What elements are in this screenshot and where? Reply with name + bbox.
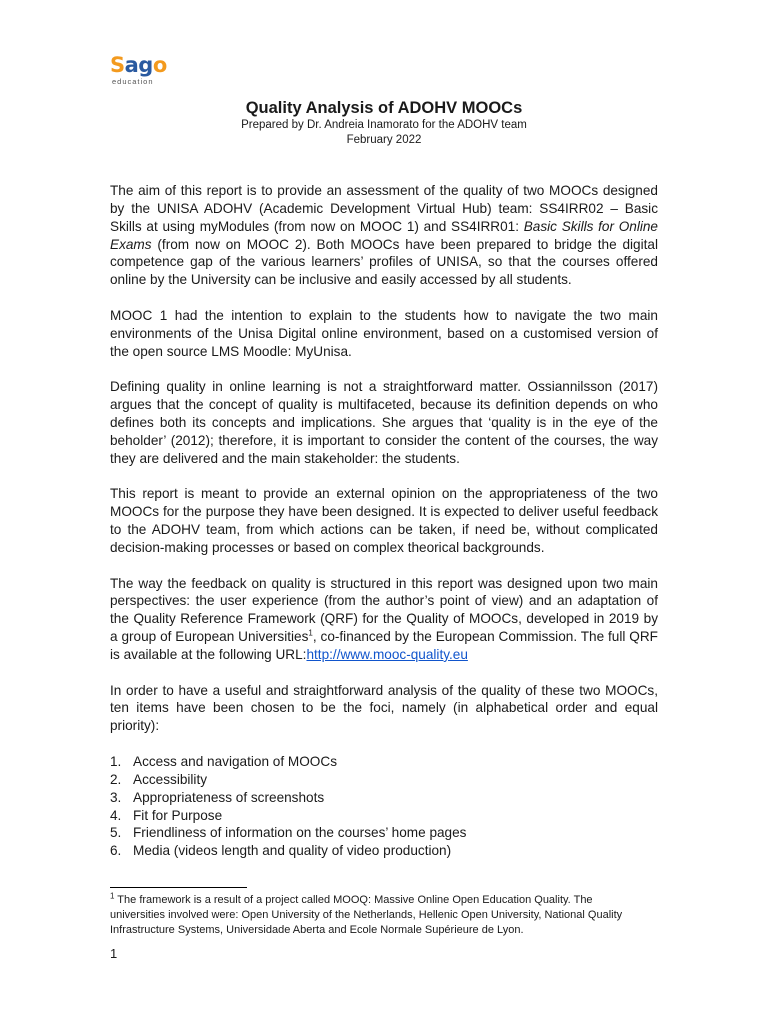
logo-wordmark: Sago xyxy=(110,53,167,77)
document-header xyxy=(110,98,658,148)
list-item: 5. Friendliness of information on the courses’ home pages xyxy=(110,825,467,841)
author-line: Prepared by Dr. Andreia Inamorato for the ADOHV team xyxy=(241,119,527,131)
list-item: 1. Access and navigation of MOOCs xyxy=(110,754,337,769)
footnote-divider xyxy=(110,887,247,888)
paragraph-framework: The way the feedback on quality is structured in this report was designed upon two main perspectives: the user experience (from the author’s point of view) and an adaptation of the Quality Reference Framework (QRF) for the Quality of MOOCs, developed in 2019 by a group of European Universities$^1$, co-financed by the European Commission. The full QRF is available at the following URL:http://www.mooc-quality.eu xyxy=(110,575,658,662)
logo-subtitle: education xyxy=(112,77,154,86)
paragraph-intro: The aim of this report is to provide an assessment of the quality of two MOOCs designed by the UNISA ADOHV (Academic Development Virtual Hub) team: SS4IRR02 – Basic Skills at using myModules (from now on MOOC 1) and SS4IRR01: Basic Skills for Online Exams (from now on MOOC 2). Both MOOCs have been prepared to bridge the digital competence gap of the various learners’ profiles of UNISA, so that the courses offered online by the University can be inclusive and easily accessed by all students. xyxy=(110,183,658,288)
list-item: 4. Fit for Purpose xyxy=(110,807,223,823)
document-body xyxy=(110,182,658,860)
document-title: Quality Analysis of ADOHV MOOCs xyxy=(245,99,523,117)
list-item: 3. Appropriateness of screenshots xyxy=(110,789,325,805)
list-item: 2. Accessibility xyxy=(110,771,208,787)
paragraph-foci: In order to have a useful and straightforward analysis of the quality of these two MOOCs, ten items have been chosen to be the foci, namely (in alphabetical order and equal priority): xyxy=(110,682,658,734)
paragraph-mooc1: MOOC 1 had the intention to explain to the students how to navigate the two main environments of the Unisa Digital online environment, based on a customised version of the open source LMS Moodle: MyUnisa. xyxy=(110,307,658,359)
footnote: $^1$ The framework is a result of a project called MOOQ: Massive Online Open Education Quality. The universities involved were: Open University of the Netherlands, Hellenic Open University, National Quality Infrastructure Systems, Universidade Aberta and Ecole Normale Supérieure de Lyon. xyxy=(110,891,623,937)
document-date: February 2022 xyxy=(346,134,422,146)
mooc-quality-link[interactable]: http://www.mooc-quality.eu xyxy=(306,646,468,662)
sago-education-logo xyxy=(110,54,172,88)
paragraph-purpose: This report is meant to provide an external opinion on the appropriateness of the two MOOCs for the purpose they have been designed. It is expected to deliver useful feedback to the ADOHV team, from which actions can be taken, if need be, without complicated decision-making processes or based on complex theorical backgrounds. xyxy=(110,486,658,555)
foci-list xyxy=(110,753,658,860)
page-number: 1 xyxy=(110,946,118,961)
paragraph-quality: Defining quality in online learning is not a straightforward matter. Ossiannilsson (2017) argues that the concept of quality is multifaceted, because its definition depends on who defines both its concepts and implications. She argues that ‘quality is in the eye of the beholder’ (2012); therefore, it is important to consider the content of the courses, the way they are delivered and the main stakeholder: the students. xyxy=(110,379,658,466)
list-item: 6. Media (videos length and quality of video production) xyxy=(110,843,452,859)
footnote-reference[interactable]: 1 xyxy=(308,628,313,638)
